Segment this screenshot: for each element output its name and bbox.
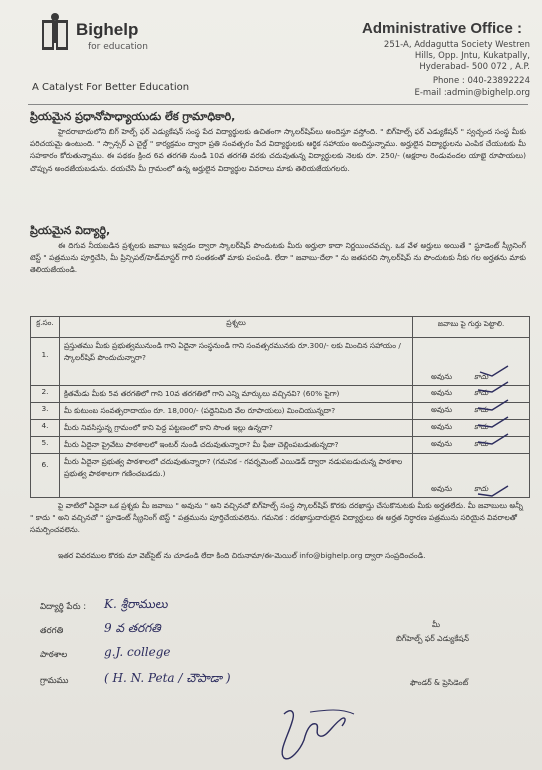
answer-no[interactable]: కాదు	[474, 372, 489, 381]
phone-line: Phone : 040-23892224	[432, 76, 530, 86]
answer-yes[interactable]: అవును	[431, 439, 453, 448]
brand-subtitle: for education	[88, 42, 148, 52]
office-title: Administrative Office :	[362, 20, 523, 37]
answer-no[interactable]: కాదు	[474, 405, 489, 414]
field-label-village: గ్రామము	[40, 676, 69, 686]
handwritten-tick-marks	[474, 362, 514, 502]
field-value-village[interactable]: ( H. N. Peta / చౌపాడా )	[104, 671, 231, 685]
intro-paragraph: హైదరాబాదులోని బిగ్ హెల్ప్ ఫర్ ఎడ్యుకేషన్ సంస్థ పేద విద్యార్థులకు ఉచితంగా స్కాలర్‌షిప్‌లు అందిస్తూ వస్తోంది. " బిగ్‌హెల్ప్ ఫర్ ఎడ్యుకేషన్ " స్వచ్ఛంద సంస్థ మీకు పరిచయమై ఉంటుంది. " స్పాన్సర్ ఎ చైల్డ్ " కార్యక్రమం ద్వారా ప్రతి సంవత్సరం పేద విద్యార్థులకు ఆర్థిక సహాయం అందిస్తున్నాము. అర్హులైన విద్యార్థులను ఎంపిక చేయుటకు మీ సహకారం కోరుతున్నాము. ఈ పథకం క్రింద 6వ తరగతి నుండి 10వ తరగతి వరకు చదువుతున్న విద్యార్థులకు నెలకు రూ. 250/- (అక్షరాల రెండువందల యాభై రూపాయలు) చొప్పున అందజేయబడును. దయచేసి మీ గ్రామంలో ఉన్న అర్హులైన విద్యార్థుల వివరాలు మాకు తెలియజేయగలరు.	[30, 127, 526, 173]
brand-name: Bighelp	[76, 20, 139, 39]
answer-no[interactable]: కాదు	[474, 439, 489, 448]
address-line: 251-A, Addagutta Society Westren	[383, 40, 530, 50]
answer-no[interactable]: కాదు	[474, 484, 489, 493]
address-line: Hyderabad- 500 072 , A.P.	[419, 62, 530, 72]
row-question: మీ కుటుంబ సంవత్సరాదాయం రూ. 18,000/- (పద్దెనిమిది వేల రూపాయలు) మించియున్నదా?	[60, 403, 413, 420]
row-number: 1.	[31, 338, 60, 386]
student-paragraph: ఈ దిగువ నీయబడిన ప్రశ్నలకు జవాబు ఇవ్వడం ద్వారా స్కాలర్‌షిప్ పొందుటకు మీరు అర్హులా కాదా నిర్ణయించవచ్చు. ఒక వేళ అర్హులు అయితే " స్టూడెంట్ స్క్రీనింగ్ టెస్ట్ " పత్రమును పూర్తిచేసి, మీ ప్రిన్సిపల్/హెడ్‌మాస్టర్ గారి సంతకంతో మాకు పంపండి. లేదా " జవాబు-దేలా " ను జతపరచి స్కాలర్‌షిప్ ను పొందుటకు నీకు గల అర్హతను మాకు తెలియజేయండి.	[30, 241, 526, 275]
contact-line: ఇతర వివరముల కొరకు మా వెబ్‌సైట్ ను చూడండి లేదా కింది చిరునామా/ఈ-మెయిల్ info@bighelp.org ద్వారా సంప్రదించండి.	[58, 551, 426, 560]
table-row	[31, 386, 530, 403]
row-question: మీరు ఏదైనా ప్రభుత్వ పాఠశాలలో చదువుతున్నారా? (గమనిక - గవర్నమెంట్ ఎయిడెడ్ ద్వారా నడుపబడుచున్న పాఠశాల ప్రభుత్వ పాఠశాలగా గణించబడదు.)	[60, 454, 413, 498]
bighelp-logo-icon	[40, 12, 70, 54]
row-question: మీరు ఏదైనా ప్రైవేటు పాఠశాలలో ఇంటర్ నుండి చదువుతున్నారా? మీ ఫీజు చెల్లింపబడుతున్నదా?	[60, 437, 413, 454]
greeting: ప్రియమైన ప్రధానోపాధ్యాయుడు లేక గ్రామాధికారి,	[30, 110, 236, 123]
table-row	[31, 420, 530, 437]
col-header-answer: జవాబు పై గుర్తు పెట్టాలి.	[413, 317, 530, 338]
row-question: మీరు నివసిస్తున్న గ్రామంలో కాని పెద్ద పట్టణంలో కాని సొంత ఇల్లు ఉన్నదా?	[60, 420, 413, 437]
table-header-row	[31, 317, 530, 338]
answer-no[interactable]: కాదు	[474, 388, 489, 397]
signatory-org: బిగ్‌హెల్ప్ ఫర్ ఎడ్యుకేషన్	[396, 634, 469, 643]
field-label-name: విద్యార్థి పేరు :	[40, 602, 87, 612]
col-header-no: క్ర.సం.	[31, 317, 60, 338]
row-question: క్రితమేడు మీకు 5వ తరగతిలో గాని 10వ తరగతిలో గాని ఎన్ని మార్కులు వచ్చినవి? (60% పైగా)	[60, 386, 413, 403]
answer-yes[interactable]: అవును	[431, 405, 453, 414]
answer-no[interactable]: కాదు	[474, 422, 489, 431]
table-row	[31, 437, 530, 454]
field-value-class[interactable]: 9 వ తరగతి	[104, 621, 161, 635]
table-row	[31, 403, 530, 420]
tagline: A Catalyst For Better Education	[32, 82, 190, 93]
address-line: Hills, Opp. Jntu, Kukatpally,	[414, 51, 530, 61]
field-label-class: తరగతి	[40, 626, 64, 636]
row-question: ప్రస్తుతము మీకు ప్రభుత్వమునుండి గాని ఏదైనా సంస్థనుండి గాని సంవత్సరమునకు రూ.300/- లకు మించిన సహాయం / స్కాలర్‌షిప్ పొందుచున్నారా?	[60, 338, 413, 386]
footer-paragraph: పై వాటిలో ఏదైనా ఒక ప్రశ్నకు మీ జవాబు " అవును " అని వచ్చినచో బిగ్‌హెల్ప్ సంస్థ స్కాలర్‌షిప్ కొరకు దరఖాస్తు చేసుకొనుటకు మీకు అర్హతలేదు. మీ జవాబులు అన్నీ " కాదు " అని వచ్చినచో " స్టూడెంట్ స్క్రీనింగ్ టెస్ట్ " పత్రమును పూర్తిచేయవలెను. గమనిక : దరఖాస్తుదారులైన విద్యార్థులు ఈ అర్హత నిర్ధారణ పత్రమును సరియైన వివరాలతో సమర్పించవలెను.	[30, 501, 523, 535]
handwritten-signature	[270, 704, 360, 764]
student-heading: ప్రియమైన విద్యార్థి,	[30, 224, 111, 237]
field-value-school[interactable]: g.J. college	[104, 645, 171, 659]
eligibility-table	[30, 316, 530, 498]
answer-yes[interactable]: అవును	[431, 372, 453, 381]
answer-yes[interactable]: అవును	[431, 388, 453, 397]
answer-yes[interactable]: అవును	[431, 422, 453, 431]
header-divider	[28, 104, 528, 105]
row-number: 2.	[31, 386, 60, 403]
table-row	[31, 454, 530, 498]
field-value-name[interactable]: K. శ్రీరాములు	[104, 597, 168, 611]
email-line: E-mail :admin@bighelp.org	[414, 88, 530, 98]
row-number: 3.	[31, 403, 60, 420]
answer-yes[interactable]: అవును	[431, 484, 453, 493]
field-label-school: పాఠశాల	[40, 650, 68, 660]
signatory-title: ఫౌండర్ & ప్రెసిడెంట్	[410, 678, 469, 687]
signatory-yours: మీ	[432, 620, 441, 629]
row-number: 6.	[31, 454, 60, 498]
row-number: 4.	[31, 420, 60, 437]
row-number: 5.	[31, 437, 60, 454]
table-row	[31, 338, 530, 386]
col-header-question: ప్రశ్నలు	[60, 317, 413, 338]
